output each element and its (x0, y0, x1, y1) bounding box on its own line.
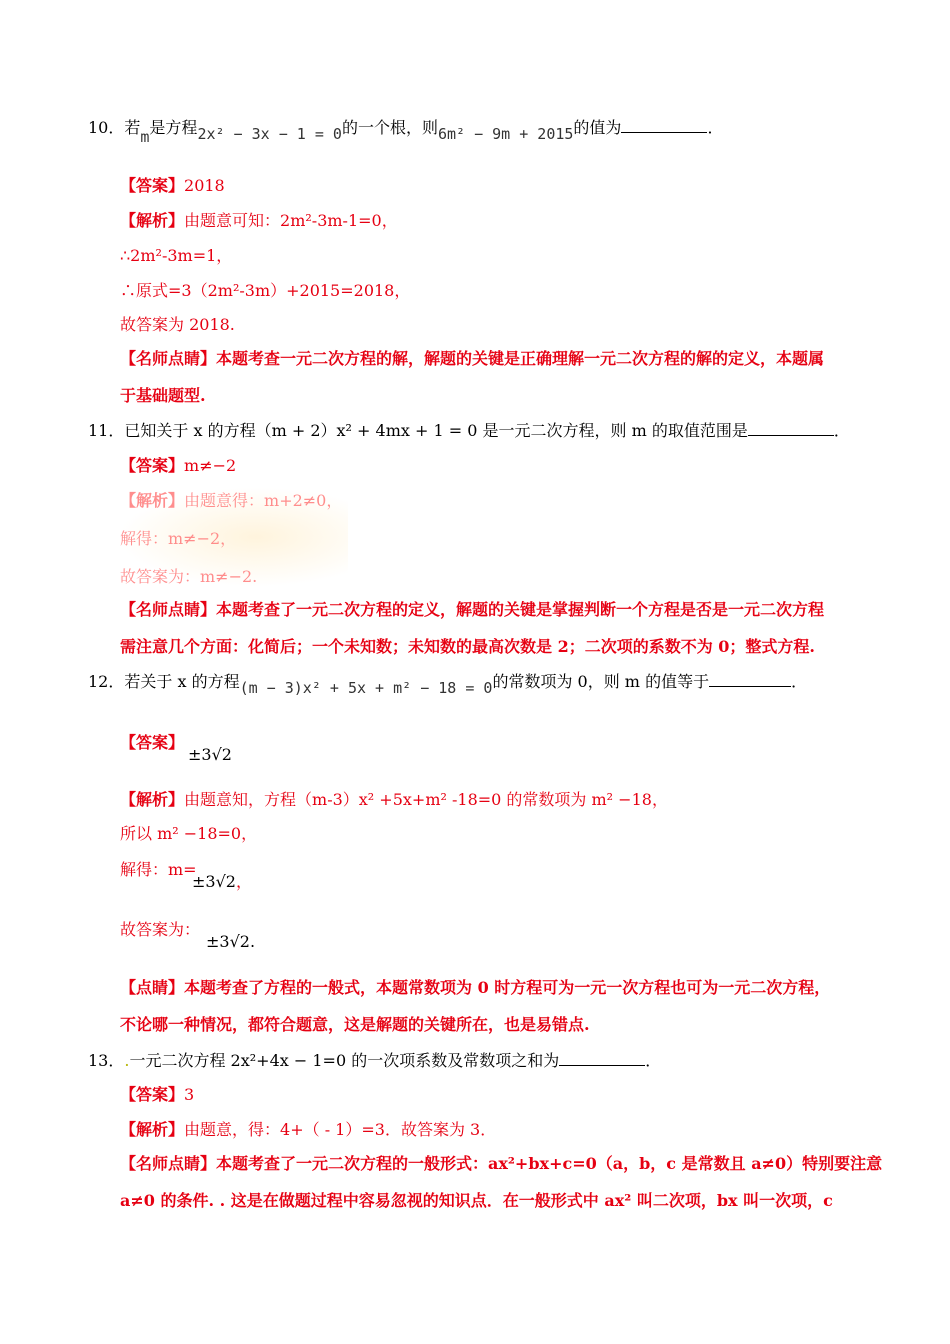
question-10-stem: 10．若m是方程2x² − 3x − 1 = 0的一个根，则6m² − 9m + 2015的值为 ． (88, 118, 724, 146)
question-number: 10． (88, 118, 125, 137)
q13-comment-1: 【名师点睛】本题考查了一元二次方程的一般形式：ax²+bx+c=0（a，b，c 是常数且 a≠0）特别要注意 (120, 1154, 883, 1173)
question-13-stem: 13．.一元二次方程 2x²+4x − 1=0 的一次项系数及常数项之和为 ． (88, 1051, 662, 1070)
q12-analysis-4-math: ±3√2. (206, 932, 256, 951)
q11-answer: 【答案】m≠−2 (120, 456, 237, 475)
q11-analysis-2: 解得：m≠−2， (120, 529, 237, 548)
question-11-stem: 11．已知关于 x 的方程（m + 2）x² + 4mx + 1 = 0 是一元二次方程，则 m 的取值范围是 ． (88, 421, 850, 440)
q12-analysis-3-math: ±3√2， (192, 872, 252, 891)
q10-analysis-2: ∴2m²-3m=1， (120, 246, 233, 265)
answer-blank (709, 672, 791, 687)
math-expression-image: 6m² − 9m + 2015 (437, 125, 574, 143)
q12-answer-math: ±3√2 (188, 745, 232, 764)
q12-analysis-3: 解得：m= (120, 860, 197, 879)
question-number: 13． (88, 1051, 125, 1070)
q10-comment-1: 【名师点睛】本题考查一元二次方程的解，解题的关键是正确理解一元二次方程的解的定义，本题属 (120, 349, 825, 368)
q10-analysis-1: 【解析】由题意可知：2m²-3m-1=0， (120, 211, 398, 230)
q11-analysis-3: 故答案为：m≠−2. (120, 567, 258, 586)
q11-comment-2: 需注意几个方面：化简后；一个未知数；未知数的最高次数是 2；二次项的系数不为 0；整式方程. (120, 637, 815, 656)
q12-comment-2: 不论哪一种情况，都符合题意，这是解题的关键所在，也是易错点. (120, 1015, 590, 1034)
q13-analysis-1: 【解析】由题意，得：4+（ - 1）=3．故答案为 3． (120, 1120, 497, 1139)
q11-comment-1: 【名师点睛】本题考查了一元二次方程的定义，解题的关键是掌握判断一个方程是否是一元二次方程 (120, 600, 825, 619)
math-equation-image: (m − 3)x² + 5x + m² − 18 = 0 (239, 679, 493, 697)
q10-analysis-4: 故答案为 2018. (120, 315, 235, 334)
q12-answer-tag: 【答案】 (120, 733, 185, 752)
math-equation-image: 2x² − 3x − 1 = 0 (197, 125, 342, 143)
answer-blank (621, 118, 707, 133)
question-number: 12． (88, 672, 125, 691)
q13-comment-2: a≠0 的条件. . 这是在做题过程中容易忽视的知识点．在一般形式中 ax² 叫二次项，bx 叫一次项，c (120, 1191, 833, 1210)
q10-analysis-3: ∴原式=3（2m²-3m）+2015=2018， (120, 281, 411, 300)
q12-comment-1: 【点睛】本题考查了方程的一般式，本题常数项为 0 时方程可为一元一次方程也可为一元二次方程， (120, 978, 831, 997)
q11-analysis-1: 【解析】由题意得：m+2≠0， (120, 491, 343, 510)
q10-answer: 【答案】2018 (120, 176, 225, 195)
math-var-m: m (140, 128, 150, 146)
q12-analysis-1: 【解析】由题意知，方程（m-3）x² +5x+m² -18=0 的常数项为 m² −18， (120, 790, 668, 809)
answer-blank (748, 421, 834, 436)
question-12-stem: 12．若关于 x 的方程(m − 3)x² + 5x + m² − 18 = 0的常数项为 0，则 m 的值等于 ． (88, 672, 808, 697)
q12-analysis-2: 所以 m² −18=0， (120, 824, 258, 843)
q13-answer: 【答案】3 (120, 1085, 195, 1104)
question-number: 11． (88, 421, 125, 440)
answer-blank (559, 1051, 645, 1066)
q10-comment-2: 于基础题型. (120, 386, 206, 405)
q12-analysis-4: 故答案为： (120, 920, 201, 939)
